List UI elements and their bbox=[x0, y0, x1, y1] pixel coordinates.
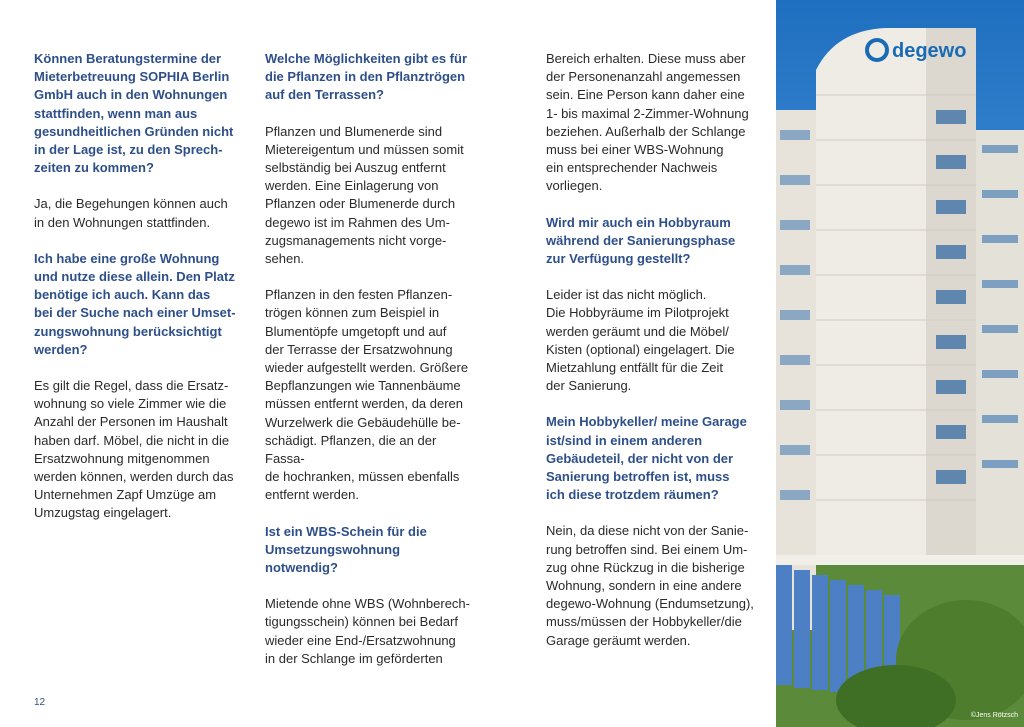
text-column-2 bbox=[265, 50, 477, 686]
building-illustration bbox=[776, 0, 1024, 727]
answer-paragraph: Mietende ohne WBS (Wohnberech- tigungsschein) können bei Bedarf wieder eine End-/Ersatzwohnung in der Schlange im geförderten bbox=[265, 596, 470, 666]
text-column-1 bbox=[34, 50, 246, 541]
photo-credit: ©Jens Rötzsch bbox=[970, 712, 1018, 719]
question-heading: Welche Möglichkeiten gibt es für die Pflanzen in den Pflanztrögen auf den Terrassen? bbox=[265, 51, 468, 103]
logo-sign: degewo bbox=[892, 40, 967, 62]
question-heading: Mein Hobbykeller/ meine Garage ist/sind in einem anderen Gebäudeteil, der nicht von der Sanierung betroffen ist, muss ich diese trotzdem räumen? bbox=[546, 414, 747, 503]
page-number: 12 bbox=[34, 697, 46, 708]
question-heading: Ist ein WBS-Schein für die Umsetzungswohnung notwendig? bbox=[265, 523, 427, 576]
building-photo bbox=[776, 0, 1024, 727]
answer-paragraph: Nein, da diese nicht von der Sanie- rung betroffen sind. Bei einem Um- zug ohne Rückzug in die bisherige Wohnung, sondern in eine andere degewo-Wohnung (Endumsetzung), muss/müssen der Hobbykeller/die Garage geräumt werden. bbox=[546, 523, 754, 648]
question-heading: Ich habe eine große Wohnung und nutze diese allein. Den Platz benötige ich auch. Kann das bei der Suche nach einer Umset- zungswohnung berücksichtigt werden? bbox=[34, 250, 236, 357]
answer-paragraph: Pflanzen in den festen Pflanzen- trögen können zum Beispiel in Blumentöpfe umgetopft und auf der Terrasse der Ersatzwohnung wieder aufgestellt werden. Größere Bepflanzungen wie Tannenbäume müssen entfernt werden, da deren Wurzelwerk die Gebäudehülle be- schädigt. Pflanzen, die an der Fassa- de hochranken, müssen ebenfalls entfernt werden. bbox=[265, 287, 469, 503]
answer-paragraph: Bereich erhalten. Diese muss aber der Personenanzahl angemessen sein. Eine Person kann daher eine 1- bis maximal 2-Zimmer-Wohnung beziehen. Außerhalb der Schlange muss bei einer WBS-Wohnung ein entsprechender Nachweis vorliegen. bbox=[546, 51, 749, 194]
question-heading: Können Beratungstermine der Mieterbetreuung SOPHIA Berlin GmbH auch in den Wohnungen stattfinden, wenn man aus gesundheitlichen Gründen nicht in der Lage ist, zu den Sprech- zeiten zu kommen? bbox=[34, 51, 234, 176]
answer-paragraph: Pflanzen und Blumenerde sind Mietereigentum und müssen somit selbständig bei Auszug entfernt werden. Eine Einlagerung von Pflanzen oder Blumenerde durch degewo ist im Rahmen des Um- zugsmanagements nicht vorge- sehen. bbox=[265, 123, 464, 267]
answer-paragraph: Ja, die Begehungen können auch in den Wohnungen stattfinden. bbox=[34, 196, 228, 230]
terrace-roof bbox=[776, 555, 1024, 565]
answer-paragraph: Es gilt die Regel, dass die Ersatz- wohnung so viele Zimmer wie die Anzahl der Personen im Haushalt haben darf. Möbel, die nicht in die Ersatzwohnung mitgenommen werden können, werden durch das Unternehmen Zapf Umzüge am Umzugstag eingelagert. bbox=[34, 378, 234, 521]
answer-paragraph: Leider ist das nicht möglich. Die Hobbyräume im Pilotprojekt werden geräumt und die Möbel/ Kisten (optional) eingelagert. Die Mietzahlung entfällt für die Zeit der Sanierung. bbox=[546, 287, 735, 394]
text-column-3 bbox=[546, 50, 758, 668]
side-building bbox=[776, 110, 816, 630]
question-heading: Wird mir auch ein Hobbyraum während der Sanierungsphase zur Verfügung gestellt? bbox=[546, 214, 736, 267]
